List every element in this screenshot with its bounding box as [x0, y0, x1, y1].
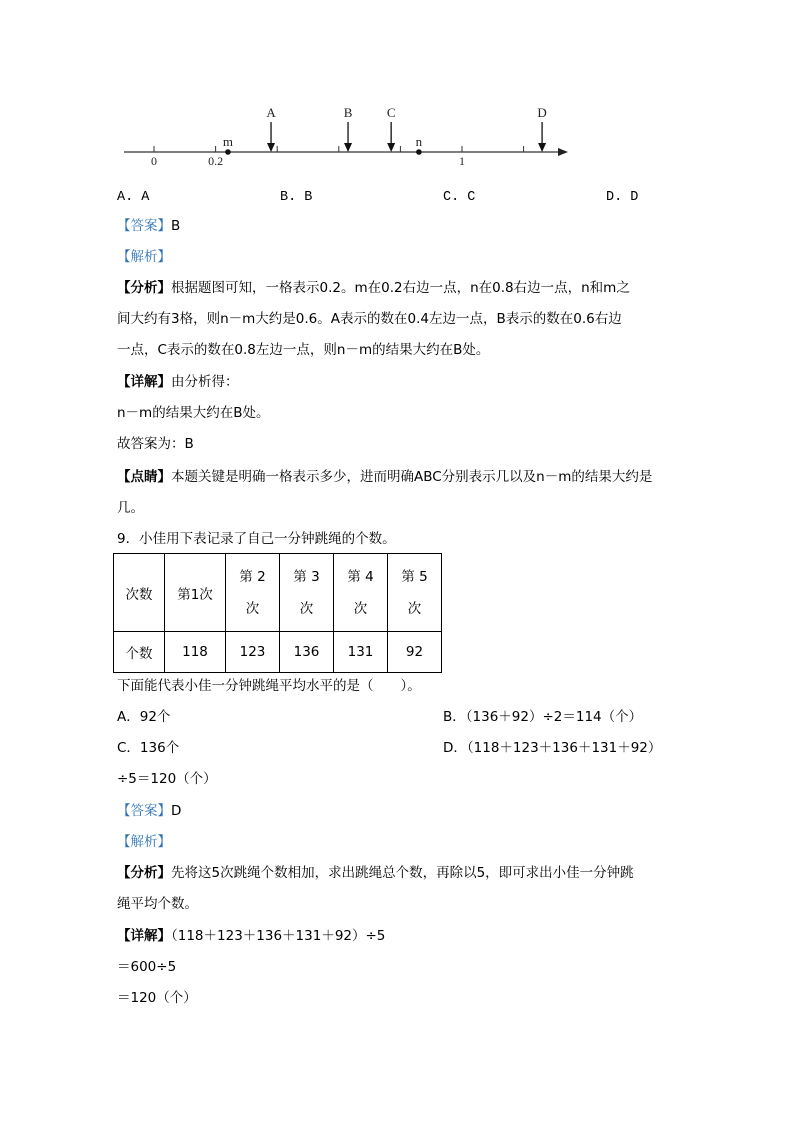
q8-detail-line-3: 故答案为：B	[117, 436, 194, 452]
row-header-times: 次数	[114, 554, 165, 632]
arrow-label-A: A	[266, 105, 276, 120]
q9-option-d-continued: ÷5＝120（个）	[117, 771, 217, 787]
q9-answer	[117, 801, 181, 821]
tick-label: 0.2	[208, 154, 224, 168]
col-head-2: 第 2 次	[226, 554, 280, 632]
dianjing-text: 本题关键是明确一格表示多少，进而明确ABC分别表示几以及n－m的结果大约是	[171, 469, 653, 485]
q9-jiexi-tag: 【解析】	[117, 834, 171, 850]
q9-detail-line-2: ＝600÷5	[117, 959, 177, 975]
arrow-label-C: C	[386, 105, 396, 120]
detail-tag: 【详解】	[117, 374, 171, 390]
q8-analysis-line-2: 间大约有3格，则n－m大约是0.6。A表示的数在0.4左边一点，B表示的数在0.6右边	[117, 311, 622, 327]
q8-analysis-line-1	[117, 278, 630, 298]
q9-analysis-line-2: 绳平均个数。	[117, 896, 198, 912]
q8-detail-line-1	[117, 372, 239, 392]
table-row-header	[114, 554, 442, 632]
analysis-tag: 【分析】	[117, 865, 171, 881]
cell-count-2: 123	[226, 632, 280, 673]
cell-count-5: 92	[388, 632, 442, 673]
table-row-counts	[114, 632, 442, 673]
dianjing-tag: 【点睛】	[117, 469, 171, 485]
arrow-down-icon	[344, 143, 352, 152]
point-m	[225, 149, 231, 155]
analysis-tag: 【分析】	[117, 280, 171, 296]
q8-option-a[interactable]: A. A	[117, 190, 150, 205]
q9-option-b[interactable]: B．（136＋92）÷2＝114（个）	[443, 709, 643, 725]
col-head-5: 第 5 次	[388, 554, 442, 632]
answer-tag: 【答案】	[117, 218, 171, 234]
q8-option-b[interactable]: B. B	[280, 190, 313, 205]
q9-detail-line-3: ＝120（个）	[117, 990, 197, 1006]
arrow-down-icon	[387, 143, 395, 152]
q9-option-d[interactable]: D．（118＋123＋136＋131＋92）	[443, 740, 662, 756]
col-head-1: 第1次	[165, 554, 226, 632]
cell-count-3: 136	[280, 632, 334, 673]
cell-count-4: 131	[334, 632, 388, 673]
q9-question: 下面能代表小佳一分钟跳绳平均水平的是（ ）。	[117, 678, 421, 694]
q9-stem: 9．小佳用下表记录了自己一分钟跳绳的个数。	[117, 531, 396, 547]
q8-option-d[interactable]: D. D	[606, 190, 639, 205]
point-label-n: n	[415, 134, 423, 149]
analysis-text: 先将这5次跳绳个数相加，求出跳绳总个数，再除以5，即可求出小佳一分钟跳	[171, 865, 634, 881]
col-head-3: 第 3 次	[280, 554, 334, 632]
arrow-label-B: B	[343, 105, 353, 120]
arrow-down-icon	[267, 143, 275, 152]
number-line-figure	[0, 0, 794, 180]
axis-arrowhead-icon	[558, 148, 568, 156]
detail-tag: 【详解】	[117, 928, 171, 944]
answer-value: D	[171, 803, 182, 819]
row-header-counts: 个数	[114, 632, 165, 673]
point-n	[416, 149, 422, 155]
jump-rope-table	[113, 553, 442, 673]
analysis-text: 根据题图可知，一格表示0.2。m在0.2右边一点，n在0.8右边一点，n和m之	[171, 280, 630, 296]
arrow-label-D: D	[537, 105, 547, 120]
point-label-m: m	[222, 134, 233, 149]
answer-tag: 【答案】	[117, 803, 171, 819]
q8-dianjing-line-1	[117, 467, 652, 487]
detail-text: 由分析得：	[171, 374, 239, 390]
tick-label: 1	[459, 154, 465, 168]
cell-count-1: 118	[165, 632, 226, 673]
q9-analysis-line-1	[117, 863, 634, 883]
q8-answer	[117, 216, 180, 236]
q8-jiexi-tag: 【解析】	[117, 249, 171, 265]
q9-detail-line-1	[117, 926, 385, 946]
q8-option-c[interactable]: C. C	[443, 190, 476, 205]
detail-text: （118＋123＋136＋131＋92）÷5	[171, 928, 386, 944]
q9-option-c[interactable]: C．136个	[117, 740, 180, 756]
q9-option-a[interactable]: A．92个	[117, 709, 171, 725]
tick-label: 0	[151, 154, 157, 168]
q8-detail-line-2: n－m的结果大约在B处。	[117, 405, 270, 421]
answer-value: B	[171, 218, 181, 234]
col-head-4: 第 4 次	[334, 554, 388, 632]
q8-analysis-line-3: 一点，C表示的数在0.8左边一点，则n－m的结果大约在B处。	[117, 342, 490, 358]
q8-dianjing-line-2: 几。	[117, 500, 144, 516]
arrow-down-icon	[538, 143, 546, 152]
